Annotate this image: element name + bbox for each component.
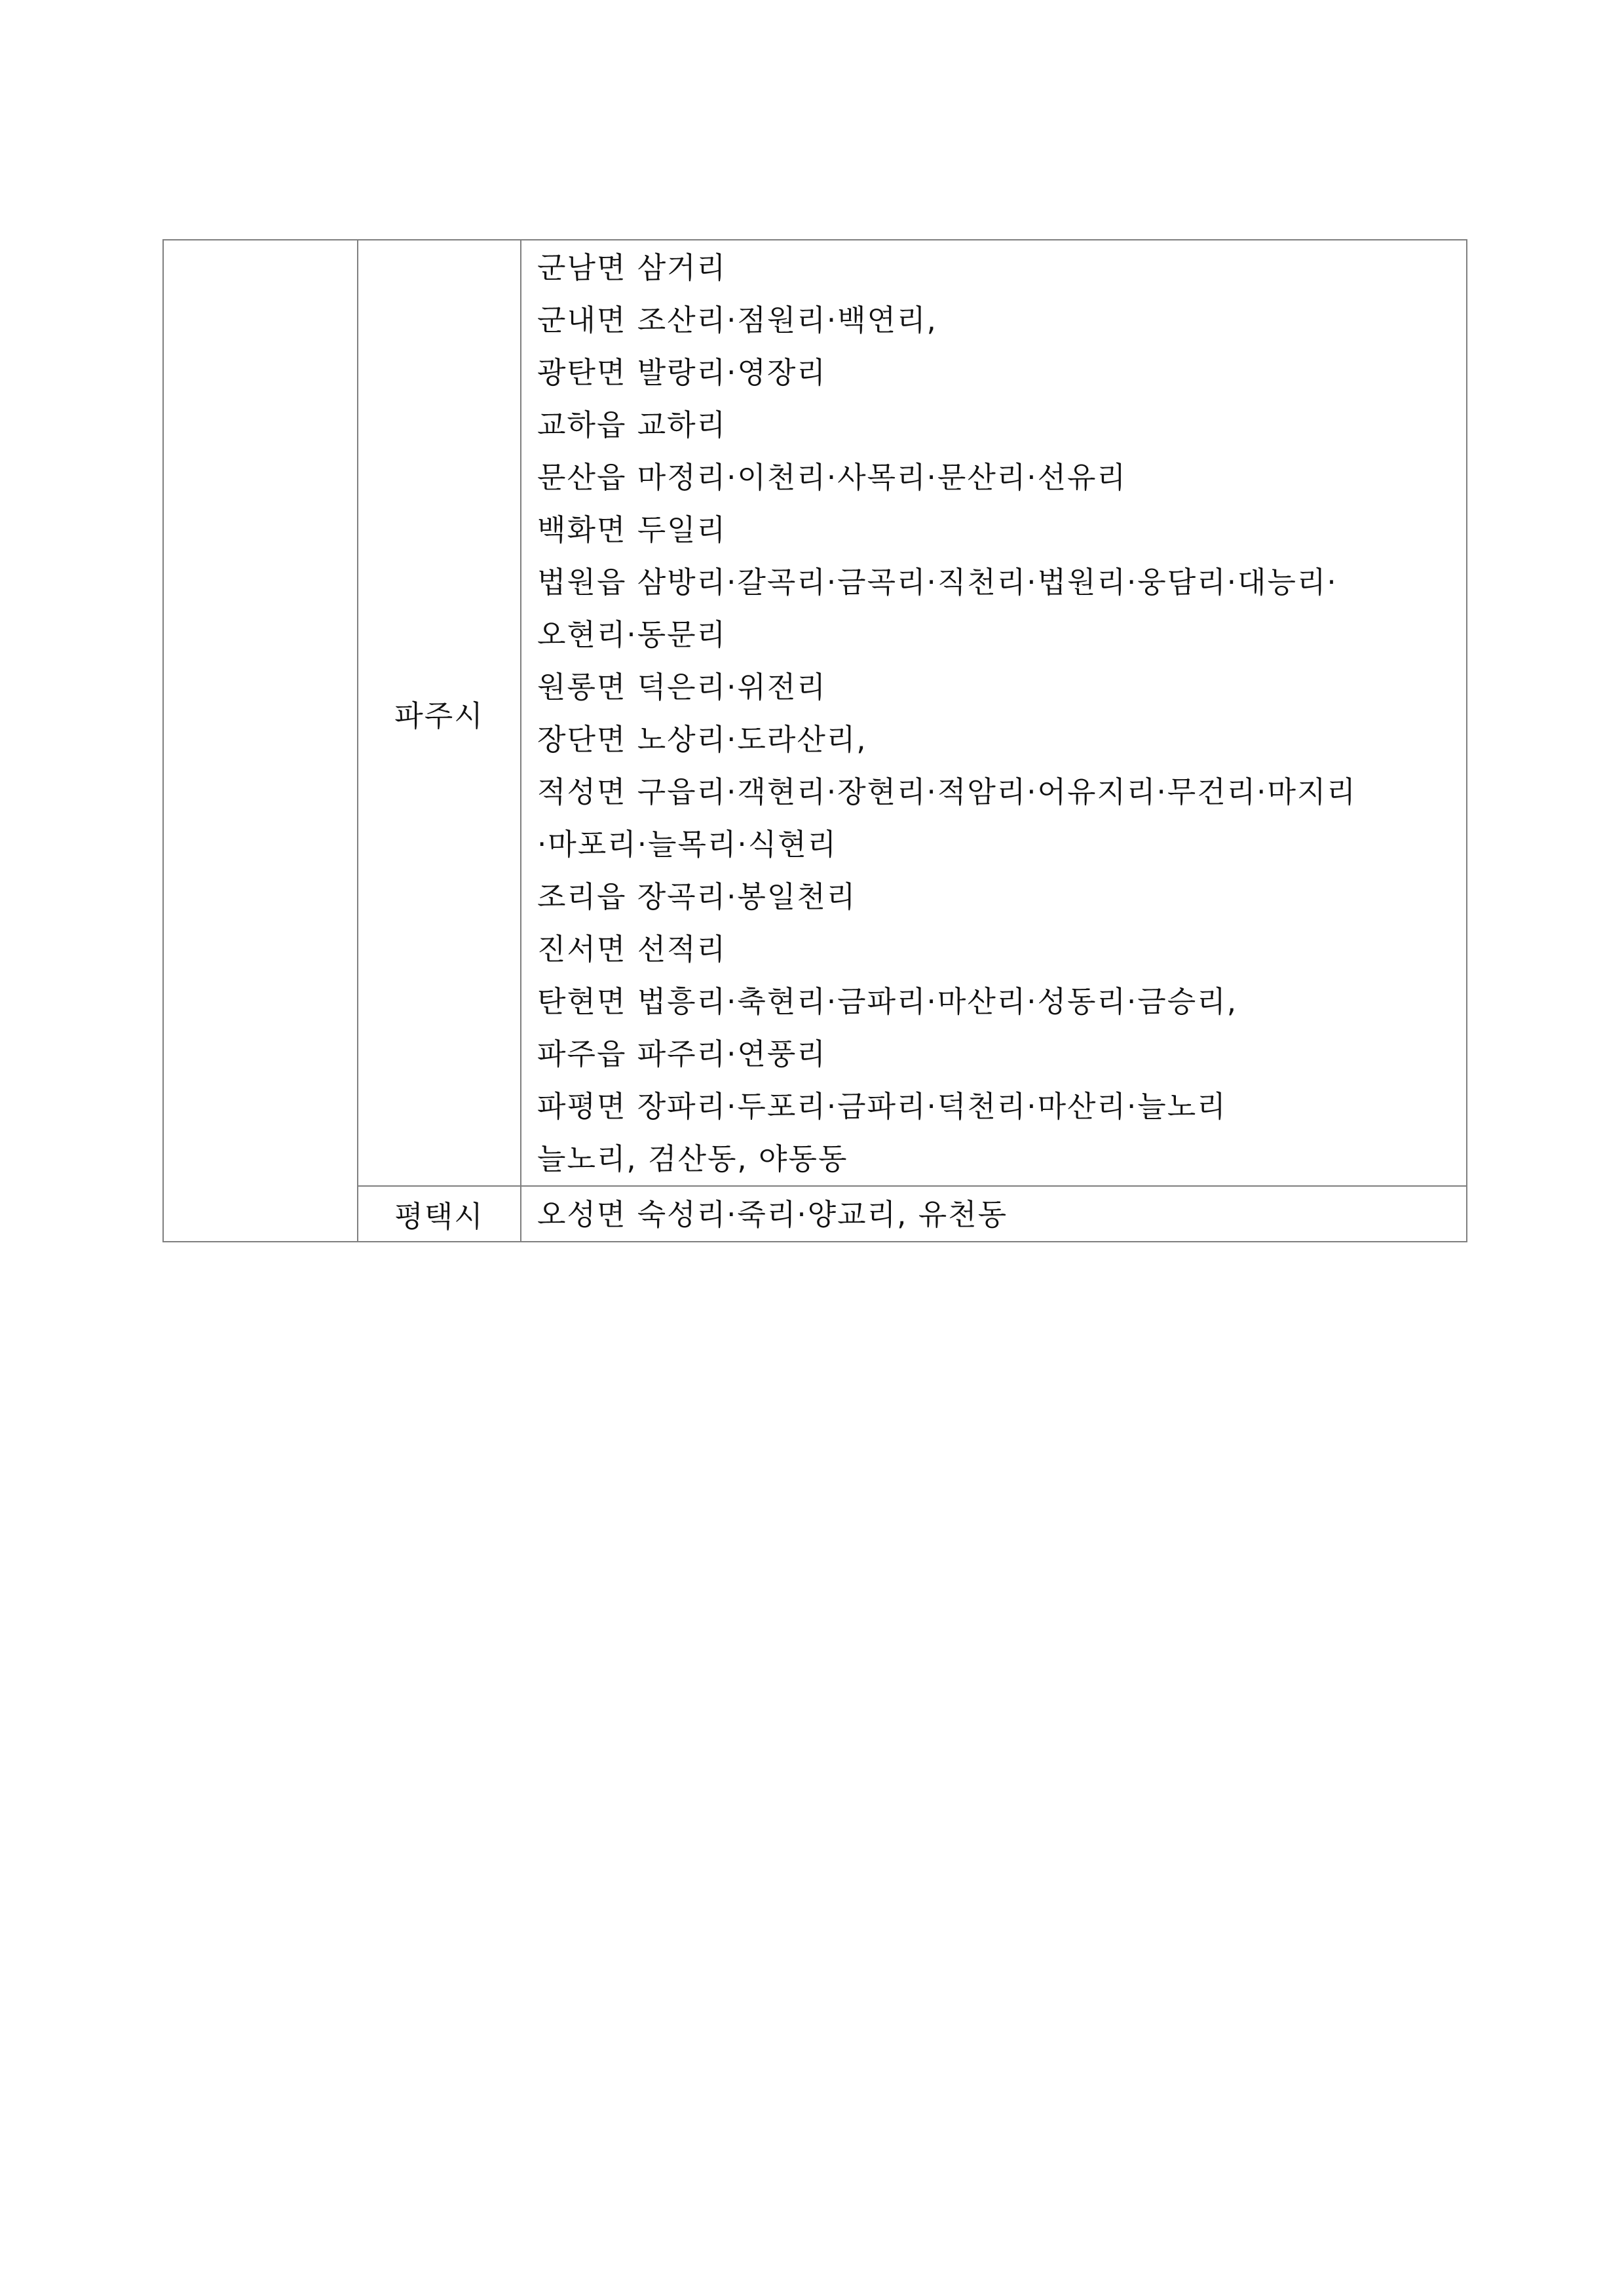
area-line: 원롱면 덕은리·위전리 — [537, 670, 827, 704]
area-line: 조리읍 장곡리·봉일천리 — [537, 879, 857, 914]
area-line: 오현리·동문리 — [537, 617, 727, 652]
area-line: 군내면 조산리·점원리·백연리, — [537, 303, 937, 337]
area-line: 문산읍 마정리·이천리·사목리·문산리·선유리 — [537, 460, 1127, 495]
area-line: 늘노리, 검산동, 야동동 — [537, 1141, 848, 1176]
region-table — [162, 239, 1467, 1242]
area-line: 파평면 장파리·두포리·금파리·덕천리·마산리·늘노리 — [537, 1089, 1227, 1124]
area-line: 적성면 구읍리·객현리·장현리·적암리·어유지리·무건리·마지리 — [537, 775, 1357, 809]
city-cell-paju: 파주시 — [358, 240, 521, 1186]
area-line: 파주읍 파주리·연풍리 — [537, 1037, 827, 1071]
area-line: 백화면 두일리 — [537, 512, 727, 547]
table-row-pyeongtaek — [163, 1186, 1467, 1242]
area-line: 진서면 선적리 — [537, 932, 727, 966]
areas-cell-pyeongtaek — [521, 1186, 1467, 1242]
table-row-paju — [163, 240, 1467, 1186]
area-line: 교하읍 교하리 — [537, 408, 727, 442]
city-cell-pyeongtaek: 평택시 — [358, 1186, 521, 1242]
province-cell-empty — [163, 240, 358, 1242]
areas-cell-paju — [521, 240, 1467, 1186]
area-line: 광탄면 발랑리·영장리 — [537, 355, 827, 390]
area-line: 법원읍 삼방리·갈곡리·금곡리·직천리·법원리·웅담리·대능리· — [537, 565, 1338, 600]
area-line: 오성면 숙성리·죽리·양교리, 유천동 — [537, 1197, 1008, 1232]
area-line: 장단면 노상리·도라산리, — [537, 722, 867, 757]
area-line: ·마포리·늘목리·식현리 — [537, 827, 838, 862]
area-line: 탄현면 법흥리·축현리·금파리·마산리·성동리·금승리, — [537, 984, 1238, 1019]
area-line: 군남면 삼거리 — [537, 250, 727, 285]
